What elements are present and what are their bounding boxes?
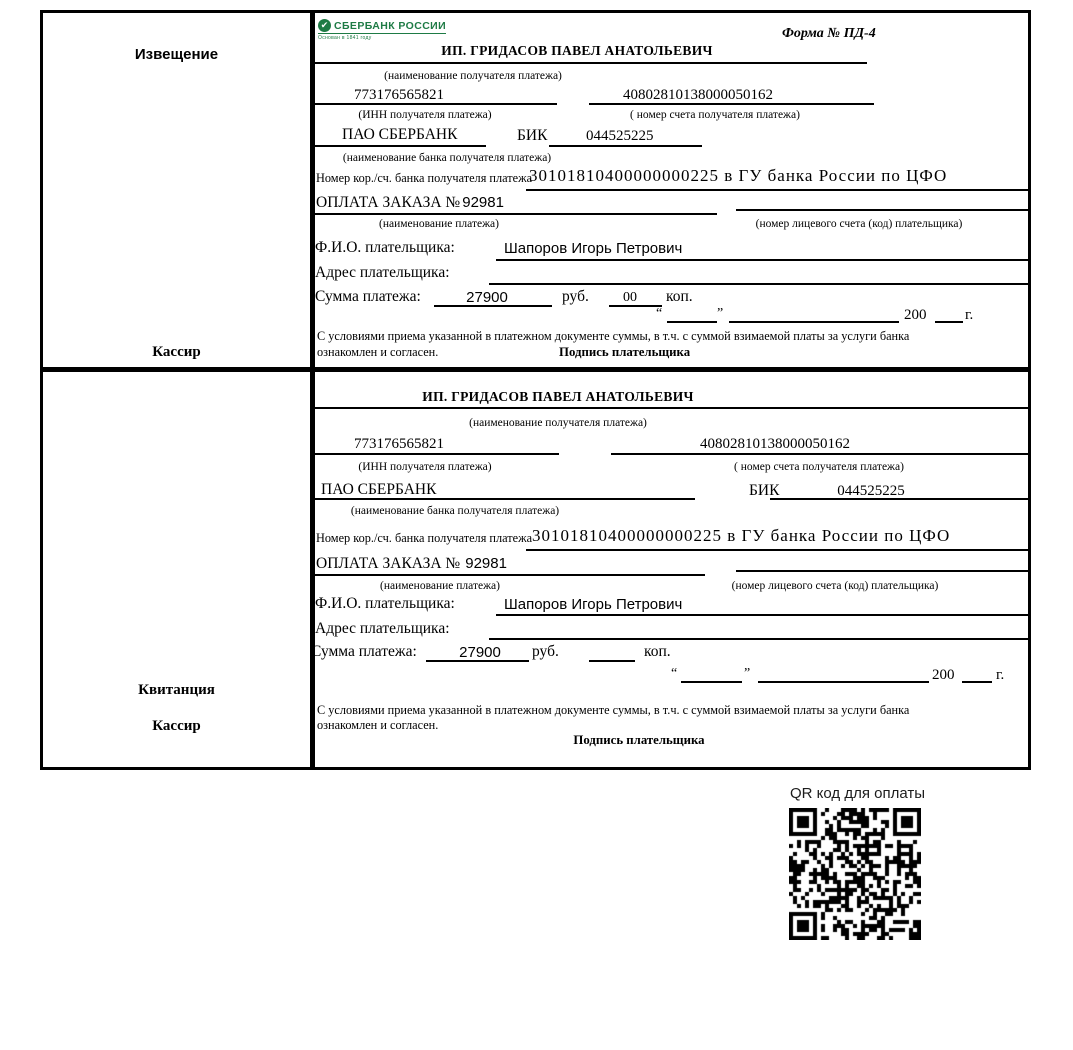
field-line — [770, 498, 1029, 500]
field-line — [489, 283, 1029, 285]
corr-account-value: 30101810400000000225 в ГУ банка России по ЦФО — [529, 166, 948, 185]
notice-left-column — [43, 13, 315, 367]
date-year-line — [962, 681, 992, 683]
amount-rub-value: 27900 — [466, 289, 508, 306]
field-line — [315, 407, 1029, 409]
kop-blank-line — [589, 660, 635, 662]
order-number: 92981 — [465, 555, 507, 572]
payer-address-label: Адрес плательщика: — [315, 620, 450, 637]
date-day-line — [667, 321, 717, 323]
year-suffix: г. — [996, 667, 1005, 683]
account-value: 40802810138000050162 — [623, 87, 773, 103]
purpose-caption: (наименование платежа) — [380, 580, 500, 592]
date-quote-close: ” — [717, 306, 724, 321]
inn-value: 773176565821 — [354, 436, 444, 452]
field-line — [736, 570, 1029, 572]
bank-name-value: ПАО СБЕРБАНК — [342, 126, 458, 143]
field-line — [315, 498, 695, 500]
field-line — [315, 145, 486, 147]
order-number: 92981 — [462, 194, 504, 211]
date-month-line — [758, 681, 929, 683]
field-line — [426, 660, 529, 662]
recipient-name: ИП. ГРИДАСОВ ПАВЕЛ АНАТОЛЬЕВИЧ — [422, 389, 694, 404]
field-line — [434, 305, 552, 307]
payment-purpose: ОПЛАТА ЗАКАЗА № 92981 — [316, 194, 504, 211]
payer-signature-label: Подпись плательщика — [559, 345, 691, 359]
field-line — [526, 549, 1029, 551]
bik-label: БИК — [749, 482, 780, 499]
year-prefix: 200 — [904, 307, 927, 323]
bank-caption: (наименование банка получателя платежа) — [350, 505, 560, 517]
account-caption: ( номер счета получателя платежа) — [734, 461, 904, 473]
sberbank-logo-icon: ✔ — [318, 19, 331, 32]
field-line — [315, 103, 557, 105]
date-quote-close: ” — [744, 666, 751, 681]
amount-label: Сумма платежа: — [315, 288, 421, 305]
inn-caption: (ИНН получателя платежа) — [358, 109, 492, 121]
payment-purpose: ОПЛАТА ЗАКАЗА № 92981 — [316, 555, 507, 572]
field-line — [736, 209, 1029, 211]
bik-label: БИК — [517, 127, 548, 144]
qr-label: QR код для оплаты — [790, 785, 926, 802]
receipt-left-column — [43, 372, 315, 767]
receipt-right-column — [311, 372, 1028, 767]
personal-account-caption: (номер лицевого счета (код) плательщика) — [755, 218, 963, 230]
sberbank-logo-text: СБЕРБАНК РОССИИ — [334, 19, 447, 32]
qr-code — [789, 808, 921, 940]
field-line — [609, 305, 662, 307]
corr-account-label: Номер кор./сч. банка получателя платежа — [316, 171, 533, 185]
amount-label: Сумма платежа: — [311, 643, 417, 660]
rub-label: руб. — [562, 288, 589, 305]
bank-name-value: ПАО СБЕРБАНК — [321, 481, 437, 498]
form-number-label: Форма № ПД-4 — [782, 26, 876, 41]
field-line — [315, 213, 717, 215]
field-line — [496, 614, 1029, 616]
receipt-title: Квитанция — [138, 682, 215, 698]
bik-value: 044525225 — [837, 483, 905, 499]
notice-right-column — [315, 13, 1028, 367]
personal-account-caption: (номер лицевого счета (код) плательщика) — [731, 580, 939, 592]
date-day-line — [681, 681, 742, 683]
rub-label: руб. — [532, 643, 559, 660]
field-line — [549, 145, 702, 147]
bank-caption: (наименование банка получателя платежа) — [342, 152, 552, 164]
notice-title: Извещение — [134, 46, 219, 63]
year-suffix: г. — [965, 307, 974, 323]
recipient-caption: (наименование получателя платежа) — [384, 70, 562, 82]
receipt-cashier-label: Кассир — [152, 718, 201, 734]
field-line — [315, 574, 705, 576]
field-line — [489, 638, 1029, 640]
corr-account-label: Номер кор./сч. банка получателя платежа — [316, 531, 533, 545]
amount-kop-value: 00 — [623, 290, 637, 305]
date-year-line — [935, 321, 963, 323]
field-line — [526, 189, 1029, 191]
recipient-caption: (наименование получателя платежа) — [469, 417, 647, 429]
inn-value: 773176565821 — [354, 87, 444, 103]
recipient-name: ИП. ГРИДАСОВ ПАВЕЛ АНАТОЛЬЕВИЧ — [441, 43, 713, 58]
field-line — [315, 62, 867, 64]
payer-name-value: Шапоров Игорь Петрович — [504, 596, 683, 613]
payer-name-value: Шапоров Игорь Петрович — [504, 240, 683, 257]
kop-label: коп. — [644, 643, 671, 660]
bik-value: 044525225 — [586, 128, 654, 144]
kop-label: коп. — [666, 288, 693, 305]
notice-section — [40, 10, 1031, 372]
corr-account-value: 30101810400000000225 в ГУ банка России по ЦФО — [532, 526, 951, 545]
payer-name-label: Ф.И.О. плательщика: — [315, 595, 455, 612]
account-caption: ( номер счета получателя платежа) — [630, 109, 800, 121]
year-prefix: 200 — [932, 667, 955, 683]
inn-caption: (ИНН получателя платежа) — [358, 461, 492, 473]
payer-name-label: Ф.И.О. плательщика: — [315, 239, 455, 256]
conditions-line2: ознакомлен и согласен. — [317, 718, 439, 732]
date-quote-open: “ — [656, 306, 663, 321]
purpose-caption: (наименование платежа) — [379, 218, 499, 230]
receipt-section — [40, 372, 1031, 770]
conditions-line1: С условиями приема указанной в платежном документе суммы, в т.ч. с суммой взимаемой платы за услуги банка — [317, 703, 910, 717]
conditions-line1: С условиями приема указанной в платежном документе суммы, в т.ч. с суммой взимаемой платы за услуги банка — [317, 329, 910, 343]
notice-cashier-label: Кассир — [152, 344, 201, 360]
date-month-line — [729, 321, 899, 323]
field-line — [496, 259, 1029, 261]
field-line — [315, 453, 559, 455]
conditions-line2: ознакомлен и согласен. — [317, 345, 439, 359]
field-line — [611, 453, 1029, 455]
payer-address-label: Адрес плательщика: — [315, 264, 450, 281]
payer-signature-label: Подпись плательщика — [573, 733, 705, 747]
sberbank-logo-tagline: Основан в 1841 году — [318, 35, 372, 41]
sberbank-logo — [318, 19, 446, 41]
amount-rub-value: 27900 — [459, 644, 501, 661]
field-line — [589, 103, 874, 105]
account-value: 40802810138000050162 — [700, 436, 850, 452]
date-quote-open: “ — [671, 666, 678, 681]
